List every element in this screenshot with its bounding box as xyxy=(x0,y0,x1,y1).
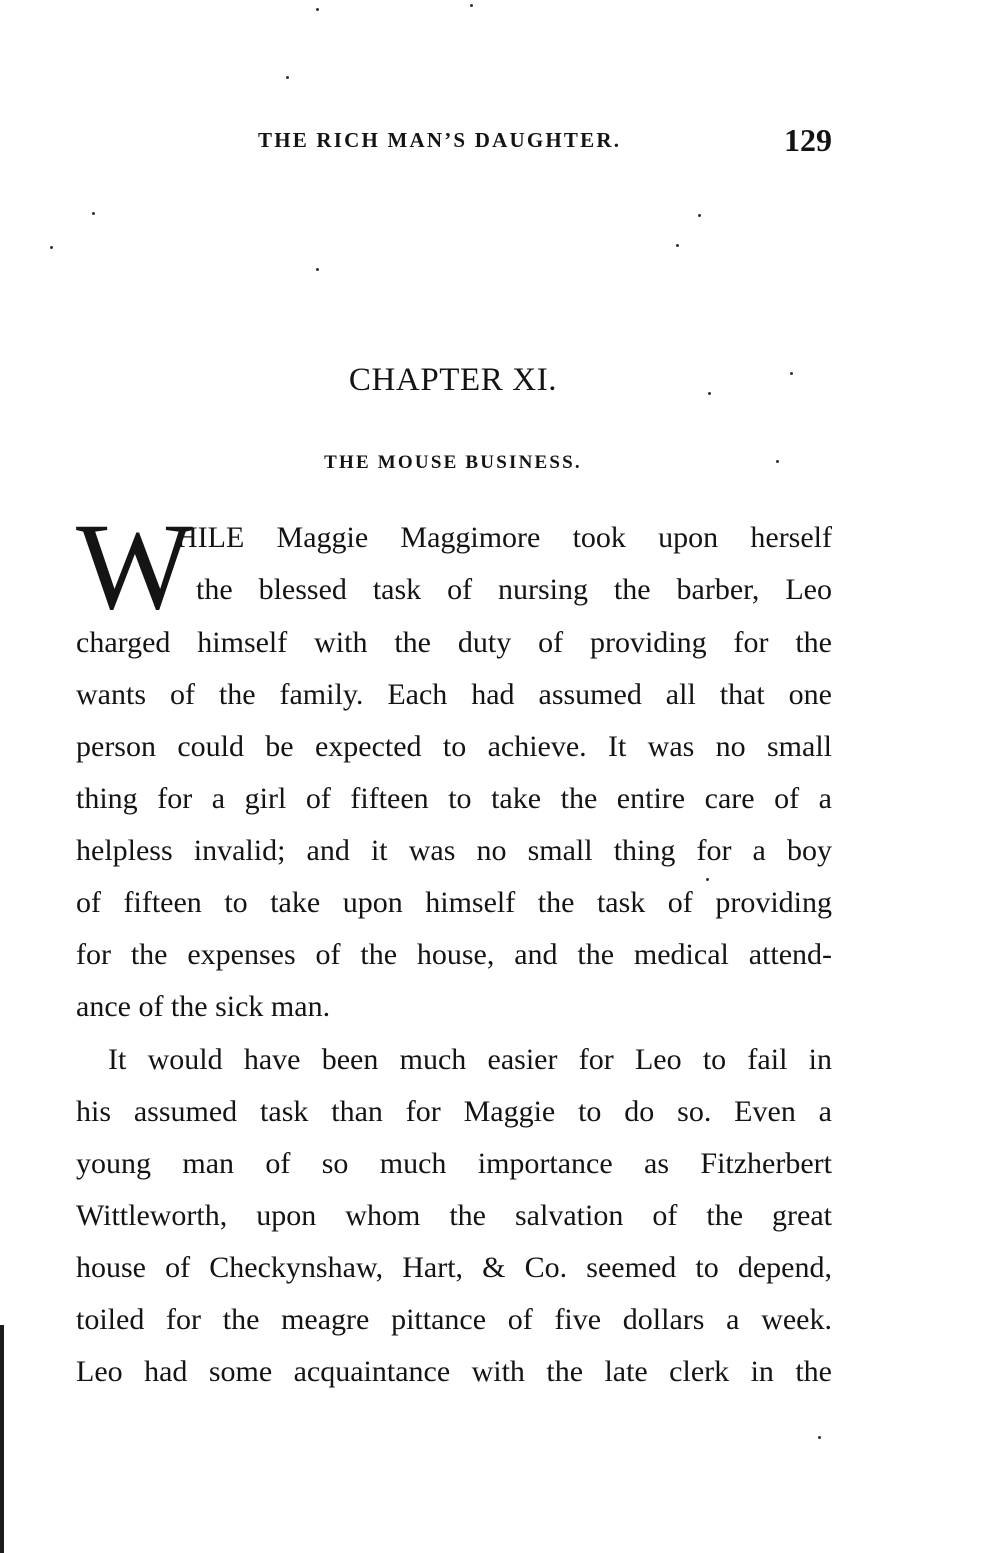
drop-cap: W xyxy=(76,498,194,635)
text-line: wants of the family. Each had assumed all that one xyxy=(76,678,832,711)
text-line: thing for a girl of fifteen to take the entire care of a xyxy=(76,782,832,815)
paper-speck xyxy=(708,392,711,395)
text-line: house of Checkynshaw, Hart, & Co. seemed to depend, xyxy=(76,1251,832,1284)
text-line: his assumed task than for Maggie to do so. Even a xyxy=(76,1095,832,1128)
text-line: Leo had some acquaintance with the late clerk in the xyxy=(76,1355,832,1388)
text-line: person could be expected to achieve. It was no small xyxy=(76,730,832,763)
text-line: for the expenses of the house, and the medical attend- xyxy=(76,938,832,971)
paper-speck xyxy=(92,212,95,215)
paper-speck xyxy=(776,460,779,463)
text-line: ance of the sick man. xyxy=(76,990,331,1023)
text-line: toiled for the meagre pittance of five dollars a week. xyxy=(76,1303,832,1336)
text-line: of fifteen to take upon himself the task of providing xyxy=(76,886,832,919)
text-line: It would have been much easier for Leo to fail in xyxy=(108,1043,832,1076)
page-number: 129 xyxy=(784,122,832,158)
paper-speck xyxy=(470,4,473,7)
page-edge-shadow xyxy=(0,1325,4,1553)
paper-speck xyxy=(706,878,709,881)
chapter-title: CHAPTER XI. xyxy=(348,362,558,398)
paper-speck xyxy=(50,246,53,249)
paper-speck xyxy=(790,372,793,375)
paper-speck xyxy=(316,8,319,11)
paper-speck xyxy=(698,214,701,217)
text-line: the blessed task of nursing the barber, Leo xyxy=(196,573,832,606)
text-line: young man of so much importance as Fitzherbert xyxy=(76,1147,832,1180)
text-line: HILE Maggie Maggimore took upon herself xyxy=(176,521,832,554)
running-head: THE RICH MAN’S DAUGHTER. xyxy=(258,128,622,152)
paper-speck xyxy=(316,268,319,271)
text-line: charged himself with the duty of providing for the xyxy=(76,626,832,659)
paper-speck xyxy=(286,76,289,79)
paper-speck xyxy=(676,244,679,247)
chapter-subtitle: THE MOUSE BUSINESS. xyxy=(324,452,582,473)
text-line: helpless invalid; and it was no small thing for a boy xyxy=(76,834,832,867)
paper-speck xyxy=(818,1436,821,1439)
text-line: Wittleworth, upon whom the salvation of the great xyxy=(76,1199,832,1232)
